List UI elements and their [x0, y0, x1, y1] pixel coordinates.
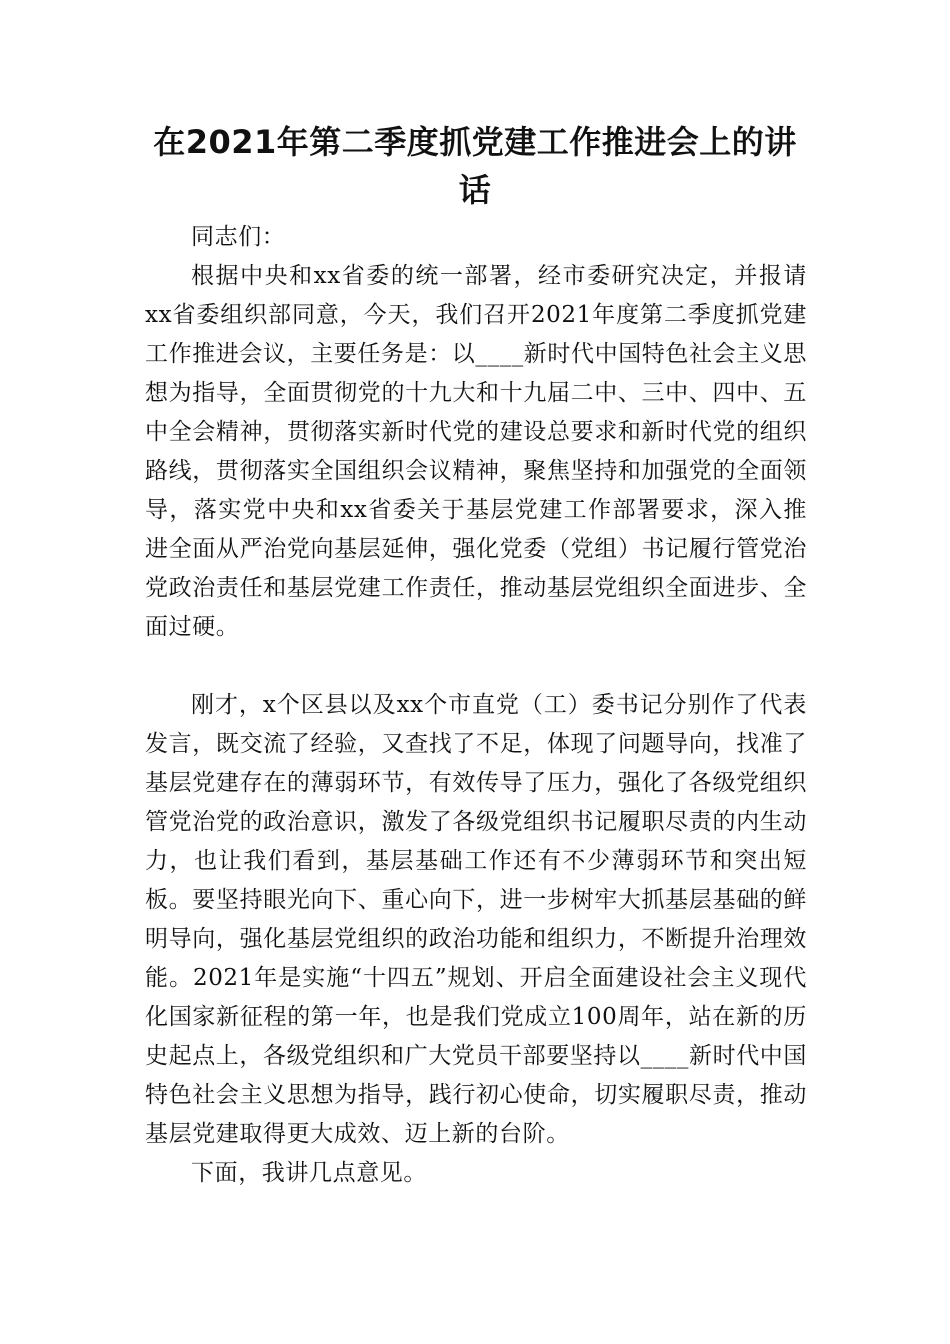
- document-title: 在2021年第二季度抓党建工作推进会上的讲话: [153, 123, 797, 209]
- greeting-paragraph: 同志们：: [191, 224, 286, 250]
- paragraph-spacer: [145, 647, 807, 686]
- document-body: [145, 218, 807, 1193]
- opening-paragraph: 根据中央和xx省委的统一部署，经市委研究决定，并报请xx省委组织部同意，今天，我们召开2021年度第二季度抓党建工作推进会议，主要任务是：以____新时代中国特色社会主义思想为指导，全面贯彻党的十九大和十九届二中、三中、四中、五中全会精神，贯彻落实新时代党的建设总要求和新时代党的组织路线，贯彻落实全国组织会议精神，聚焦坚持和加强党的全面领导，落实党中央和xx省委关于基层党建工作部署要求，深入推进全面从严治党向基层延伸，强化党委（党组）书记履行管党治党政治责任和基层党建工作责任，推动基层党组织全面进步、全面过硬。: [145, 263, 807, 640]
- closing-paragraph: 下面，我讲几点意见。: [191, 1160, 427, 1186]
- review-paragraph: 刚才，x个区县以及xx个市直党（工）委书记分别作了代表发言，既交流了经验，又查找了不足，体现了问题导向，找准了基层党建存在的薄弱环节，有效传导了压力，强化了各级党组织管党治党的政治意识，激发了各级党组织书记履职尽责的内生动力，也让我们看到，基层基础工作还有不少薄弱环节和突出短板。要坚持眼光向下、重心向下，进一步树牢大抓基层基础的鲜明导向，强化基层党组织的政治功能和组织力，不断提升治理效能。2021年是实施“十四五”规划、开启全面建设社会主义现代化国家新征程的第一年，也是我们党成立100周年，站在新的历史起点上，各级党组织和广大党员干部要坚持以____新时代中国特色社会主义思想为指导，践行初心使命，切实履职尽责，推动基层党建取得更大成效、迈上新的台阶。: [145, 692, 807, 1147]
